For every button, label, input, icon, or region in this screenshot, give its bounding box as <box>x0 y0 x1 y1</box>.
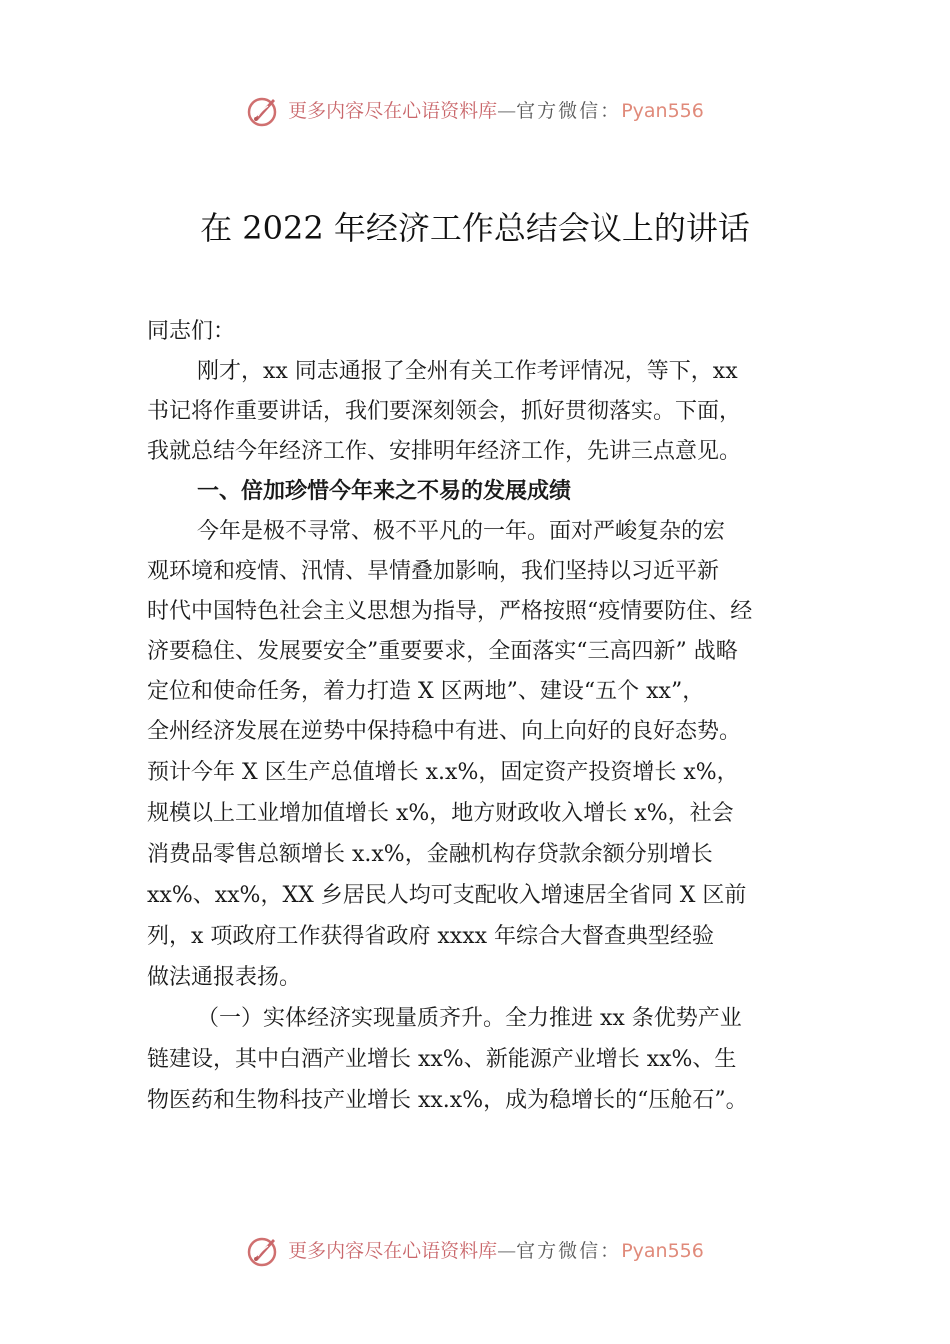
body-line: xx%、xx%，XX 乡居民人均可支配收入增速居全省同 X 区前 <box>147 883 747 908</box>
body-line: 济要稳住、发展要安全”重要要求，全面落实“三高四新” 战略 <box>147 639 738 664</box>
body-line: 观环境和疫情、汛情、旱情叠加影响，我们坚持以习近平新 <box>147 559 720 584</box>
watermark-dash: — <box>497 100 517 122</box>
body-line: 物医药和生物科技产业增长 xx.x%，成为稳增长的“压舱石”。 <box>147 1088 748 1113</box>
watermark-label: 官方微信： <box>516 100 622 122</box>
body-line: 链建设，其中白酒产业增长 xx%、新能源产业增长 xx%、生 <box>147 1047 737 1072</box>
watermark-text <box>288 96 704 126</box>
watermark-wechat-id: Pyan556 <box>621 1240 704 1262</box>
body-line: 定位和使命任务，着力打造 X 区两地”、建设“五个 xx”， <box>147 679 705 704</box>
body-line: 书记将作重要讲话，我们要深刻领会，抓好贯彻落实。下面， <box>147 399 742 424</box>
body-line: 列，x 项政府工作获得省政府 xxxx 年综合大督查典型经验 <box>147 924 715 949</box>
body-line: 刚才，xx 同志通报了全州有关工作考评情况，等下，xx <box>197 359 738 384</box>
body-line: 规模以上工业增加值增长 x%，地方财政收入增长 x%，社会 <box>147 801 734 826</box>
watermark-wechat-id: Pyan556 <box>621 100 704 122</box>
watermark-label: 官方微信： <box>516 1240 622 1262</box>
watermark-brand: 更多内容尽在心语资料库 <box>288 1240 498 1262</box>
body-line: 预计今年 X 区生产总值增长 x.x%，固定资产投资增长 x%， <box>147 760 739 785</box>
document-title: 在 2022 年经济工作总结会议上的讲话 <box>200 209 750 247</box>
body-line: （一）实体经济实现量质齐升。全力推进 xx 条优势产业 <box>197 1006 742 1031</box>
section-heading: 一、倍加珍惜今年来之不易的发展成绩 <box>197 479 572 504</box>
document-body <box>147 312 837 1121</box>
header-watermark <box>0 94 950 128</box>
body-line: 全州经济发展在逆势中保持稳中有进、向上向好的良好态势。 <box>147 719 742 744</box>
footer-watermark <box>0 1234 950 1268</box>
watermark-brand: 更多内容尽在心语资料库 <box>288 100 498 122</box>
body-line: 我就总结今年经济工作、安排明年经济工作，先讲三点意见。 <box>147 439 742 464</box>
body-line: 今年是极不寻常、极不平凡的一年。面对严峻复杂的宏 <box>197 519 726 544</box>
body-line: 做法通报表扬。 <box>147 965 302 990</box>
watermark-dash: — <box>497 1240 517 1262</box>
body-line: 时代中国特色社会主义思想为指导，严格按照“疫情要防住、经 <box>147 599 753 624</box>
quill-seal-icon <box>246 1234 280 1268</box>
quill-seal-icon <box>246 94 280 128</box>
watermark-text <box>288 1236 704 1266</box>
body-line: 同志们： <box>147 319 236 344</box>
body-line: 消费品零售总额增长 x.x%，金融机构存贷款余额分别增长 <box>147 842 713 867</box>
